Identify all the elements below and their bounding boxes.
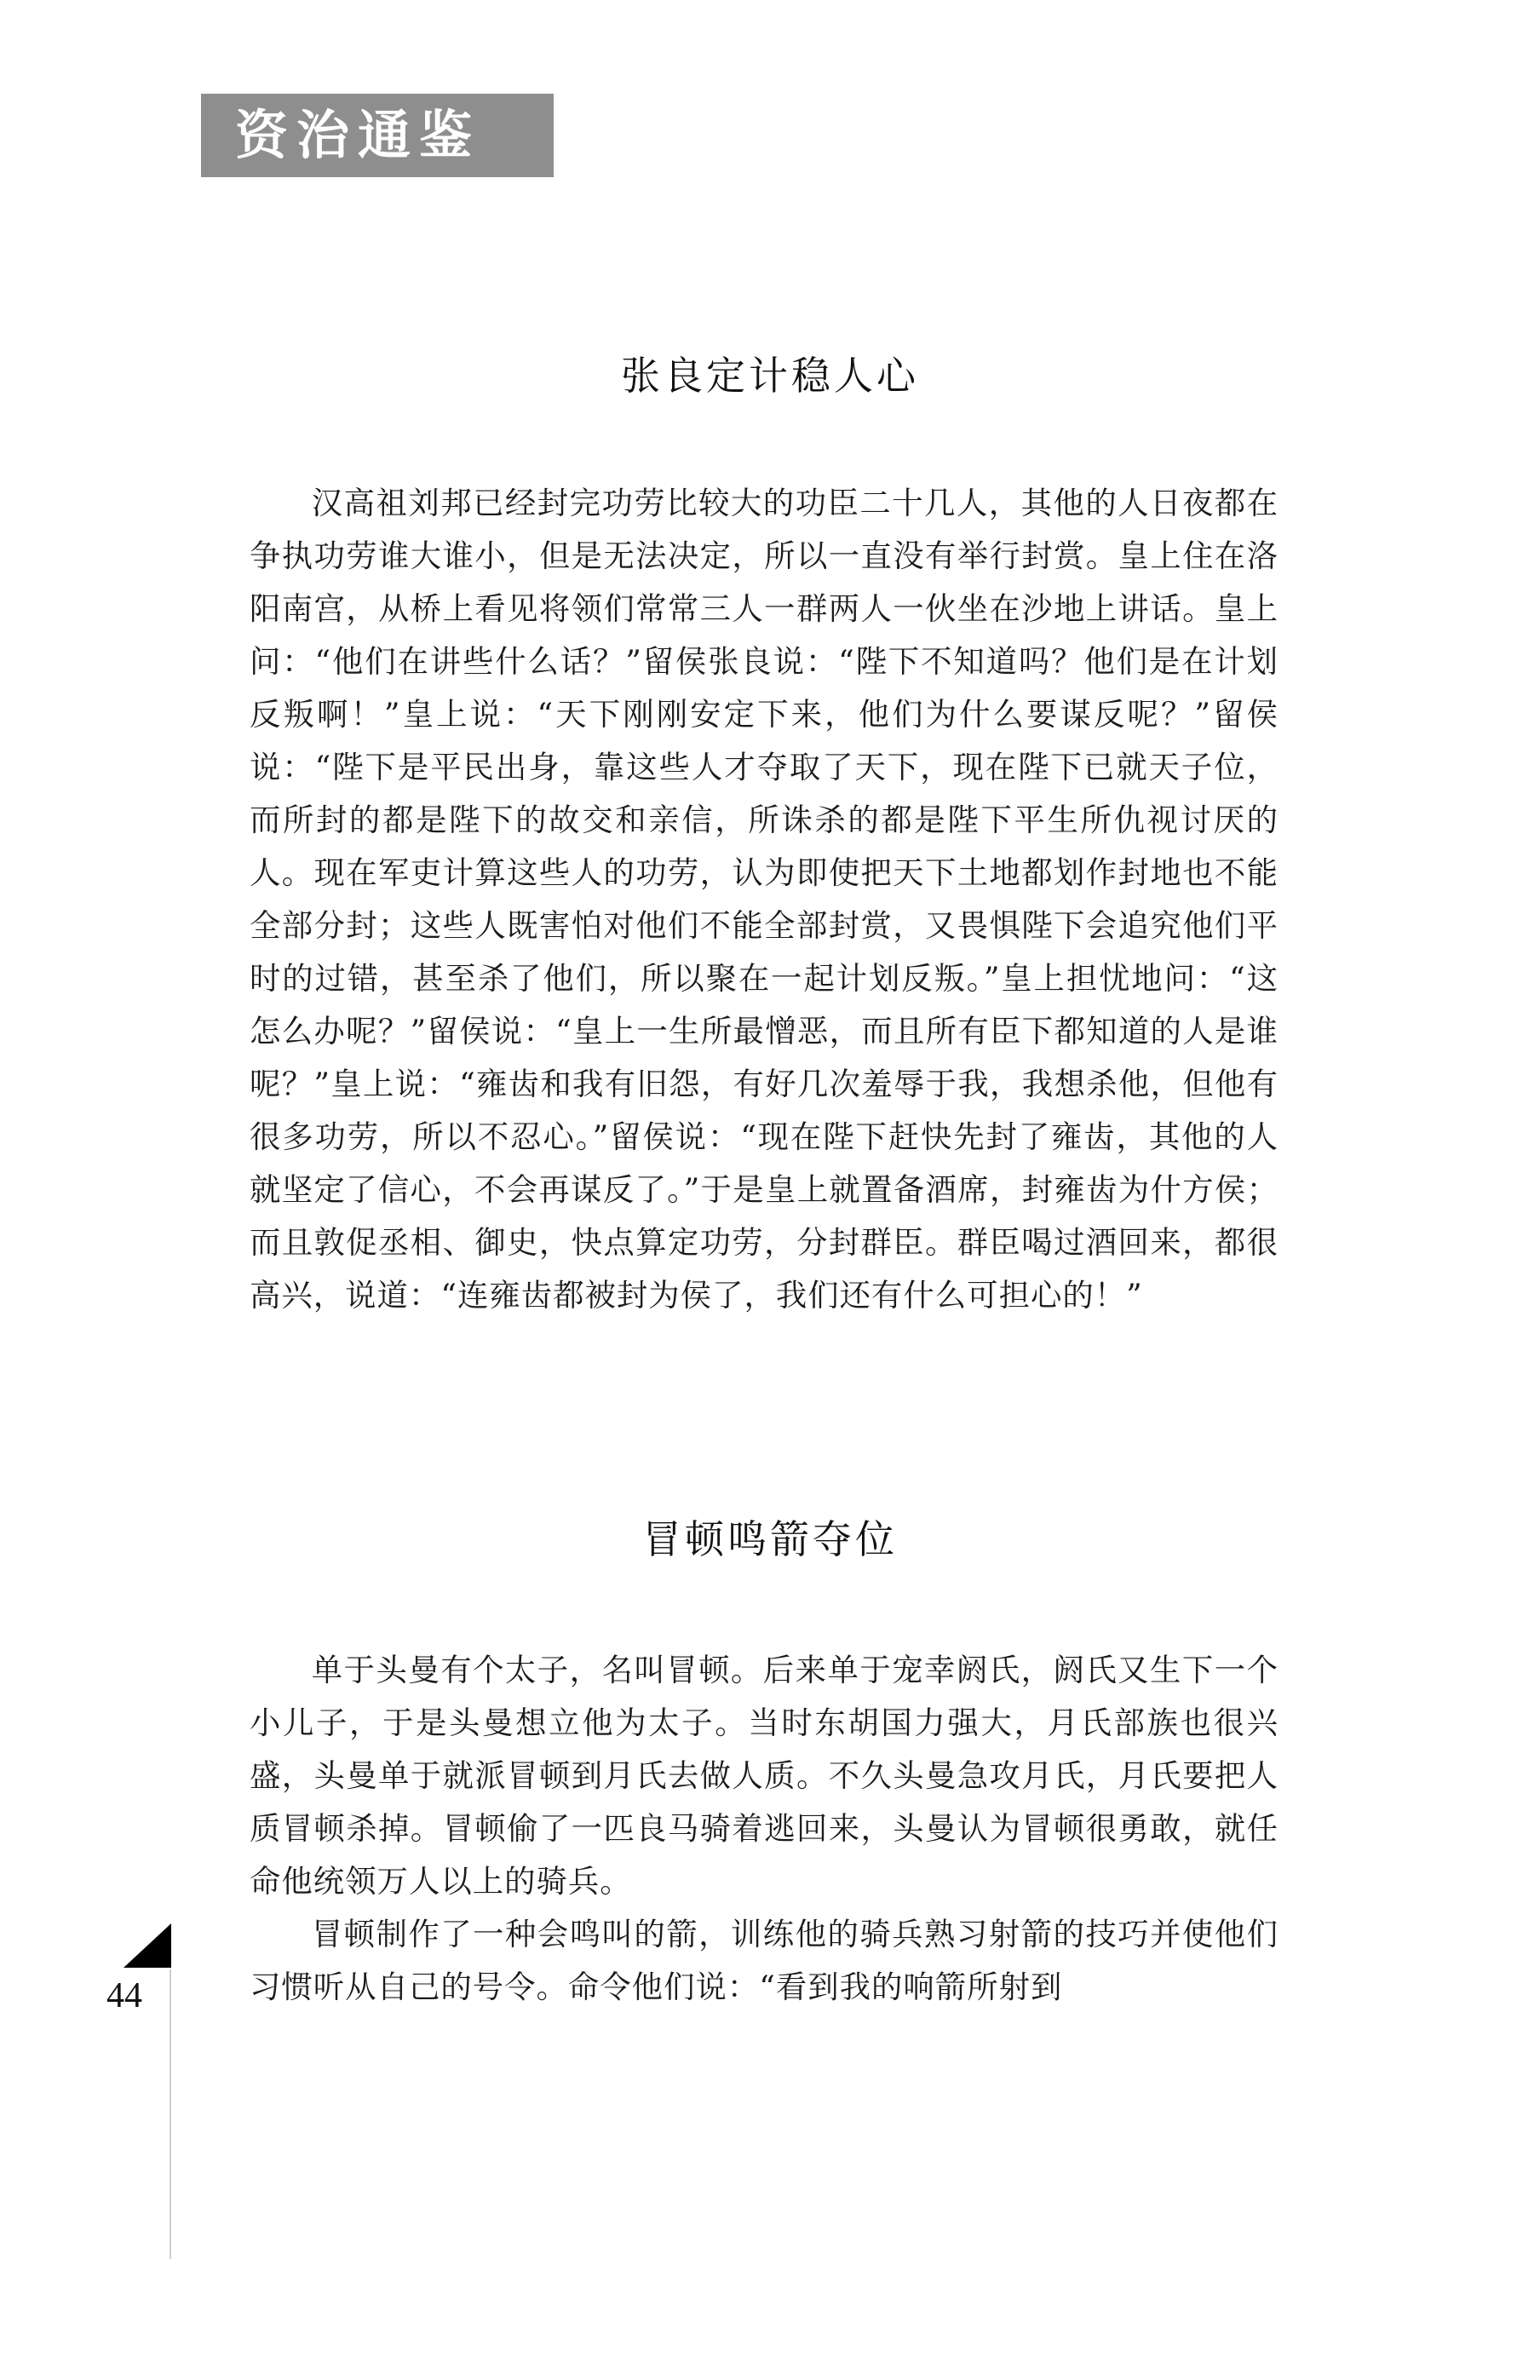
page-corner-triangle [124,1923,171,1968]
section-body-zhang-liang [250,477,1279,1322]
paragraph: 单于头曼有个太子，名叫冒顿。后来单于宠幸阏氏，阏氏又生下一个小儿子，于是头曼想立他为太子。当时东胡国力强大，月氏部族也很兴盛，头曼单于就派冒顿到月氏去做人质。不久头曼急攻月氏，月氏要把人质冒顿杀掉。冒顿偷了一匹良马骑着逃回来，头曼认为冒顿很勇敢，就任命他统领万人以上的骑兵。 [250,1652,1279,1900]
book-title-banner [201,94,554,177]
section-title-mao-dun: 冒顿鸣箭夺位 [642,1516,898,1562]
page-number: 44 [106,1976,142,2015]
section-title-zhang-liang: 张良定计稳人心 [621,353,919,399]
margin-rule [170,1969,171,2259]
book-title: 资治通鉴 [235,104,481,166]
section-body-mao-dun [250,1644,1279,2014]
paragraph: 汉高祖刘邦已经封完功劳比较大的功臣二十几人，其他的人日夜都在争执功劳谁大谁小，但是无法决定，所以一直没有举行封赏。皇上住在洛阳南宫，从桥上看见将领们常常三人一群两人一伙坐在沙地上讲话。皇上问：“他们在讲些什么话？”留侯张良说：“陛下不知道吗？他们是在计划反叛啊！”皇上说：“天下刚刚安定下来，他们为什么要谋反呢？”留侯说：“陛下是平民出身，靠这些人才夺取了天下，现在陛下已就天子位，而所封的都是陛下的故交和亲信，所诛杀的都是陛下平生所仇视讨厌的人。现在军吏计算这些人的功劳，认为即使把天下土地都划作封地也不能全部分封；这些人既害怕对他们不能全部封赏，又畏惧陛下会追究他们平时的过错，甚至杀了他们，所以聚在一起计划反叛。”皇上担忧地问：“这怎么办呢？”留侯说：“皇上一生所最憎恶，而且所有臣下都知道的人是谁呢？”皇上说：“雍齿和我有旧怨，有好几次羞辱于我，我想杀他，但他有很多功劳，所以不忍心。”留侯说：“现在陛下赶快先封了雍齿，其他的人就坚定了信心，不会再谋反了。”于是皇上就置备酒席，封雍齿为什方侯；而且敦促丞相、御史，快点算定功劳，分封群臣。群臣喝过酒回来，都很高兴，说道：“连雍齿都被封为侯了，我们还有什么可担心的！” [250,485,1279,1314]
paragraph: 冒顿制作了一种会鸣叫的箭，训练他的骑兵熟习射箭的技巧并使他们习惯听从自己的号令。命令他们说：“看到我的响箭所射到 [250,1916,1279,2005]
